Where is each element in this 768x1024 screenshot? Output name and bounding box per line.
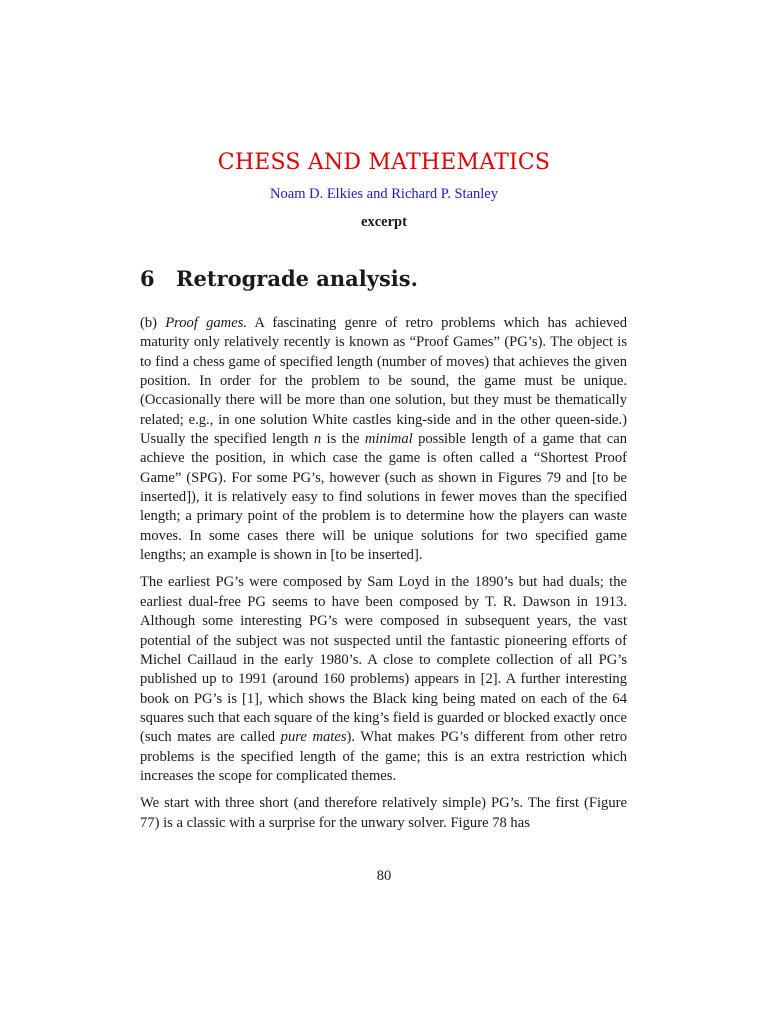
paragraph-text: The earliest PG’s were composed by Sam Loyd in the 1890’s but had duals; the earliest dual-free PG seems to have been composed by T. R. Dawson in 1913. Although some interesting PG’s were composed in subsequent years, the vast potential of the subject was not suspected until the fantastic pioneering efforts of Michel Caillaud in the early 1980’s. A close to complete collection of all PG’s published up to 1991 (around 160 problems) appears in [2]. A further interesting book on PG’s is [1], which shows the Black king being mated on each of the 64 squares such that each square of the king’s field is guarded or blocked exactly once (such mates are called <box>140 574 627 746</box>
emphasis-pure-mates: pure mates <box>280 729 347 746</box>
paragraph-text: A fascinating genre of retro problems which has achieved maturity only relatively recently is known as “Proof Games” (PG’s). The object is to find a chess game of specified length (number of moves) that achieves the given position. In order for the problem to be sound, the game must be unique. (Occasionally there will be more than one solution, but they must be thematically related; e.g., in one solution White castles king-side and in the other queen-side.) Usually the specified length <box>140 315 627 448</box>
paragraph-text: possible length of a game that can achieve the position, in which case the game is often called a “Shortest Proof Game” (SPG). For some PG’s, however (such as shown in Figures 79 and [to be inserted]), it is relatively easy to find solutions in fewer moves than the specified length; a primary point of the problem is to determine how the players can waste moves. In some cases there will be unique solutions for two specified game lengths; an example is shown in [to be inserted]. <box>140 431 627 564</box>
section-title: Retrograde analysis. <box>176 266 418 291</box>
paragraph-examples: We start with three short (and therefore relatively simple) PG’s. The first (Figure 77) is a classic with a surprise for the unwary solver. Figure 78 has <box>140 795 627 831</box>
body-text <box>140 314 627 841</box>
page-number: 80 <box>376 868 392 884</box>
section-number: 6 <box>140 266 155 291</box>
paragraph-text: ). What makes PG’s different from other retro problems is the specified length of the game; this is an extra restriction which increases the scope for complicated themes. <box>140 729 627 784</box>
proof-games-heading: Proof games. <box>165 315 248 331</box>
math-variable-n: n <box>313 431 322 448</box>
paragraph-text: is the <box>321 431 365 448</box>
document-title: CHESS AND MATHEMATICS <box>217 150 551 175</box>
section-heading <box>140 266 418 291</box>
paragraph-proof-games <box>140 314 627 565</box>
excerpt-label: excerpt <box>361 214 407 230</box>
paragraph-history <box>140 573 627 786</box>
author-line: Noam D. Elkies and Richard P. Stanley <box>270 186 498 202</box>
emphasis-minimal: minimal <box>364 431 413 448</box>
paragraph-prefix: (b) <box>140 315 166 331</box>
